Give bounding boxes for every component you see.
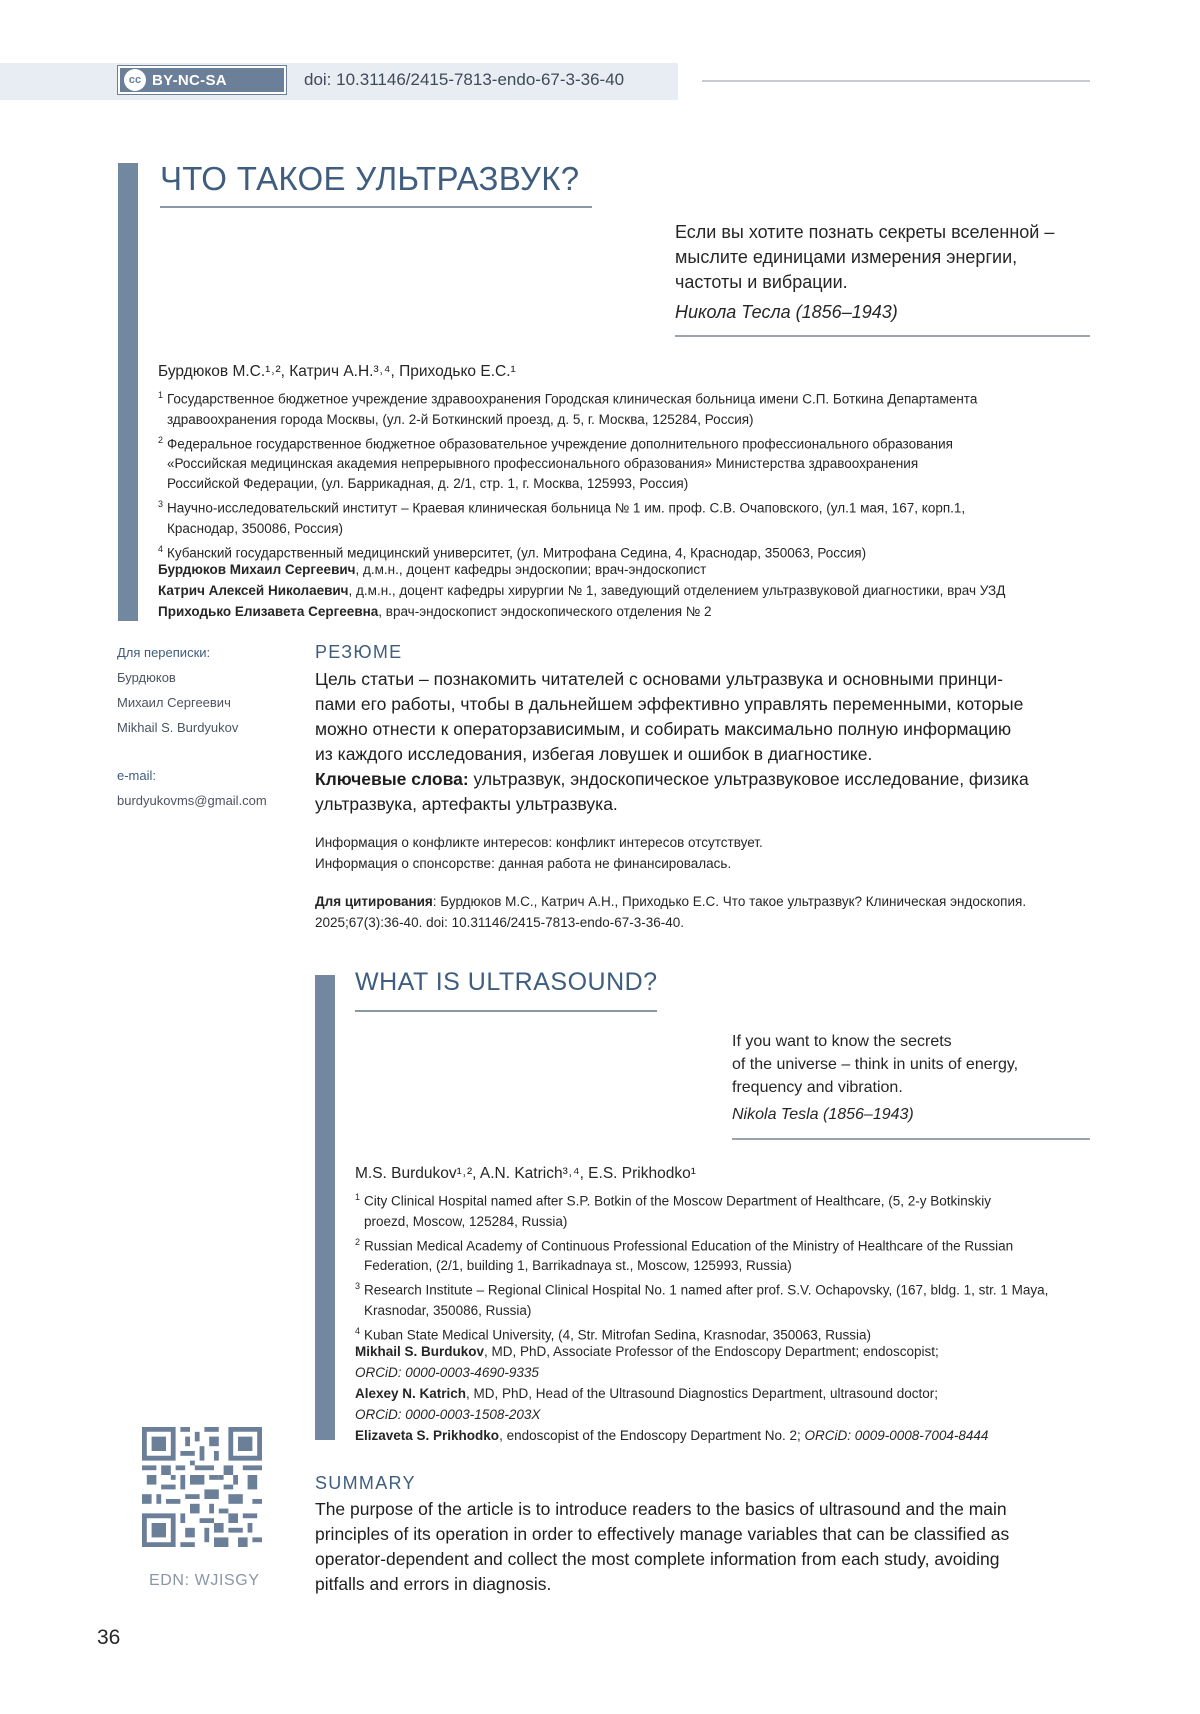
summary-ru	[315, 667, 1090, 817]
orcid-link[interactable]: ORCiD: 0000-0003-1508-203X	[355, 1407, 541, 1422]
citation-ru: Для цитирования: Бурдюков М.С., Катрич А.Н., Приходько Е.С. Что такое ультразвук? Клиническая эндоскопия. 2025;67(3):36-40. doi: 10.31146/2415-7813-endo-67-3-36-40.	[315, 891, 1095, 933]
qr-code-icon[interactable]	[142, 1427, 262, 1547]
email-label: e-mail:	[117, 768, 157, 783]
license-label: BY-NC-SA	[152, 71, 227, 89]
affiliation-line: Federation, (2/1, building 1, Barrikadnaya st., Moscow, 125993, Russia)	[364, 1258, 792, 1273]
epigraph-line: частоты и вибрации.	[675, 272, 848, 292]
epigraph-rule-en	[732, 1138, 1090, 1140]
bios-en	[355, 1341, 1095, 1446]
summary-line: The purpose of the article is to introduce readers to the basics of ultrasound and the main	[315, 1499, 1007, 1519]
epigraph-line: Если вы хотите познать секреты вселенной –	[675, 222, 1055, 242]
affiliations-en	[355, 1187, 1095, 1345]
disclosures-ru	[315, 832, 763, 874]
license-badge[interactable]	[118, 66, 286, 94]
citation-line: 2025;67(3):36-40. doi: 10.31146/2415-7813-endo-67-3-36-40.	[315, 915, 685, 930]
summary-line: principles of its operation in order to effectively manage variables that can be classified as	[315, 1524, 1010, 1544]
affiliation-item: $^3$ Научно-исследовательский институт – Краевая клиническая больница № 1 им. проф. С.В. Очаповского, (ул.1 мая, 167, корп.1,	[158, 499, 966, 516]
keywords-label: Ключевые слова:	[315, 769, 469, 789]
summary-heading-en: SUMMARY	[315, 1473, 416, 1493]
affiliation-item: $^1$ Государственное бюджетное учреждение здравоохранения Городская клиническая больница имени С.П. Боткина Департамента	[158, 390, 978, 407]
epigraph-en	[732, 1030, 1018, 1126]
title-rule-en	[355, 1010, 657, 1012]
summary-line: можно отнести к операторзависимым, и собирать максимально полную информацию	[315, 719, 1012, 739]
page-number: 36	[97, 1626, 121, 1649]
affiliation-item: $^4$ Kuban State Medical University, (4, Str. Mitrofan Sedina, Krasnodar, 350063, Russia)	[355, 1325, 872, 1342]
bio-item: Приходько Елизавета Сергеевна, врач-эндоскопист эндоскопического отделения № 2	[158, 604, 712, 619]
correspondence-block	[117, 640, 238, 740]
bio-item: Катрич Алексей Николаевич, д.м.н., доцент кафедры хирургии № 1, заведующий отделением ультразвуковой диагностики, врач УЗД	[158, 583, 1006, 598]
epigraph-rule-ru	[675, 335, 1090, 337]
summary-line: Цель статьи – познакомить читателей с основами ультразвука и основными принци-	[315, 669, 1003, 689]
bio-item: Бурдюков Михаил Сергеевич, д.м.н., доцент кафедры эндоскопии; врач-эндоскопист	[158, 562, 707, 577]
email-link[interactable]: burdyukovms@gmail.com	[117, 793, 267, 808]
bios-ru	[158, 559, 1098, 622]
affiliation-line: Краснодар, 350086, Россия)	[167, 520, 344, 536]
bio-item: Alexey N. Katrich, MD, PhD, Head of the Ultrasound Diagnostics Department, ultrasound doctor;	[355, 1386, 939, 1401]
en-section-bar	[315, 975, 335, 1440]
affiliation-item: $^2$ Russian Medical Academy of Continuous Professional Education of the Ministry of Healthcare of the Russian	[355, 1236, 1014, 1253]
keywords-line: ультразвука, артефакты ультразвука.	[315, 794, 618, 814]
epigraph-line: frequency and vibration.	[732, 1079, 903, 1096]
affiliation-line: Российской Федерации, (ул. Баррикадная, д. 2/1, стр. 1, г. Москва, 125993, Россия)	[167, 476, 689, 491]
summary-heading-ru: РЕЗЮМЕ	[315, 642, 403, 662]
epigraph-line: мыслите единицами измерения энергии,	[675, 247, 1018, 267]
affiliation-line: Krasnodar, 350086, Russia)	[364, 1302, 532, 1318]
affiliation-line: здравоохранения города Москвы, (ул. 2-й Боткинский проезд, д. 5, г. Москва, 125284, Россия)	[167, 411, 754, 427]
edn-label: EDN: WJISGY	[149, 1572, 260, 1589]
affiliation-item: $^4$ Кубанский государственный медицинский университет, (ул. Митрофана Седина, 4, Краснодар, 350063, Россия)	[158, 543, 867, 560]
bio-item: Mikhail S. Burdukov, MD, PhD, Associate Professor of the Endoscopy Department; endoscopist;	[355, 1344, 939, 1359]
page-title-en: WHAT IS ULTRASOUND?	[355, 968, 658, 996]
affiliation-item: $^3$ Research Institute – Regional Clinical Hospital No. 1 named after prof. S.V. Ochapovsky, (167, bldg. 1, str. 1 Maya,	[355, 1281, 1049, 1298]
affiliation-line: proezd, Moscow, 125284, Russia)	[364, 1213, 568, 1229]
keywords-line: Ключевые слова: ультразвук, эндоскопическое ультразвуковое исследование, физика	[315, 769, 1029, 789]
funding-note: Информация о спонсорстве: данная работа не финансировалась.	[315, 856, 732, 871]
summary-line: operator-dependent and collect the most complete information from each study, avoiding	[315, 1549, 1000, 1569]
header-rule	[702, 80, 1090, 82]
authors-en: M.S. Burdukov¹˒², A.N. Katrich³˒⁴, E.S. Prikhodko¹	[355, 1165, 696, 1182]
conflict-note: Информация о конфликте интересов: конфликт интересов отсутствует.	[315, 835, 763, 850]
email-block	[117, 763, 267, 813]
affiliations-ru	[158, 385, 1098, 563]
page-title-ru: ЧТО ТАКОЕ УЛЬТРАЗВУК?	[160, 160, 580, 197]
correspondence-line: Михаил Сергеевич	[117, 695, 231, 710]
orcid-link[interactable]: ORCiD: 0009-0008-7004-8444	[804, 1428, 989, 1443]
affiliation-item: $^1$ City Clinical Hospital named after S.P. Botkin of the Moscow Department of Healthcare, (5, 2-y Botkinskiy	[355, 1192, 992, 1209]
epigraph-line: If you want to know the secrets	[732, 1033, 952, 1050]
ru-section-bar	[118, 163, 138, 621]
summary-en	[315, 1497, 1090, 1597]
epigraph-author: Никола Тесла (1856–1943)	[675, 302, 898, 322]
epigraph-line: of the universe – think in units of energy,	[732, 1056, 1019, 1073]
title-rule-ru	[160, 206, 592, 208]
authors-ru: Бурдюков М.С.¹˒², Катрич А.Н.³˒⁴, Приходько Е.С.¹	[158, 363, 516, 380]
doi-link[interactable]: doi: 10.31146/2415-7813-endo-67-3-36-40	[304, 70, 625, 89]
epigraph-ru	[675, 220, 1054, 325]
bio-item: Elizaveta S. Prikhodko, endoscopist of the Endoscopy Department No. 2; ORCiD: 0009-0008-7004-8444	[355, 1428, 989, 1443]
correspondence-line: Бурдюков	[117, 670, 176, 685]
orcid-link[interactable]: ORCiD: 0000-0003-4690-9335	[355, 1365, 539, 1380]
cc-icon: cc	[124, 69, 146, 91]
summary-line: pitfalls and errors in diagnosis.	[315, 1574, 552, 1594]
epigraph-author: Nikola Tesla (1856–1943)	[732, 1106, 914, 1123]
correspondence-label: Для переписки:	[117, 645, 211, 660]
correspondence-line: Mikhail S. Burdyukov	[117, 720, 239, 735]
summary-line: из каждого исследования, избегая ловушек и ошибок в диагностике.	[315, 744, 873, 764]
affiliation-line: «Российская медицинская академия непрерывного профессионального образования» Министерства здравоохранения	[167, 456, 919, 471]
summary-line: пами его работы, чтобы в дальнейшем эффективно управлять переменными, которые	[315, 694, 1024, 714]
affiliation-item: $^2$ Федеральное государственное бюджетное образовательное учреждение дополнительного профессионального образования	[158, 434, 953, 451]
citation-label: Для цитирования	[315, 894, 433, 909]
